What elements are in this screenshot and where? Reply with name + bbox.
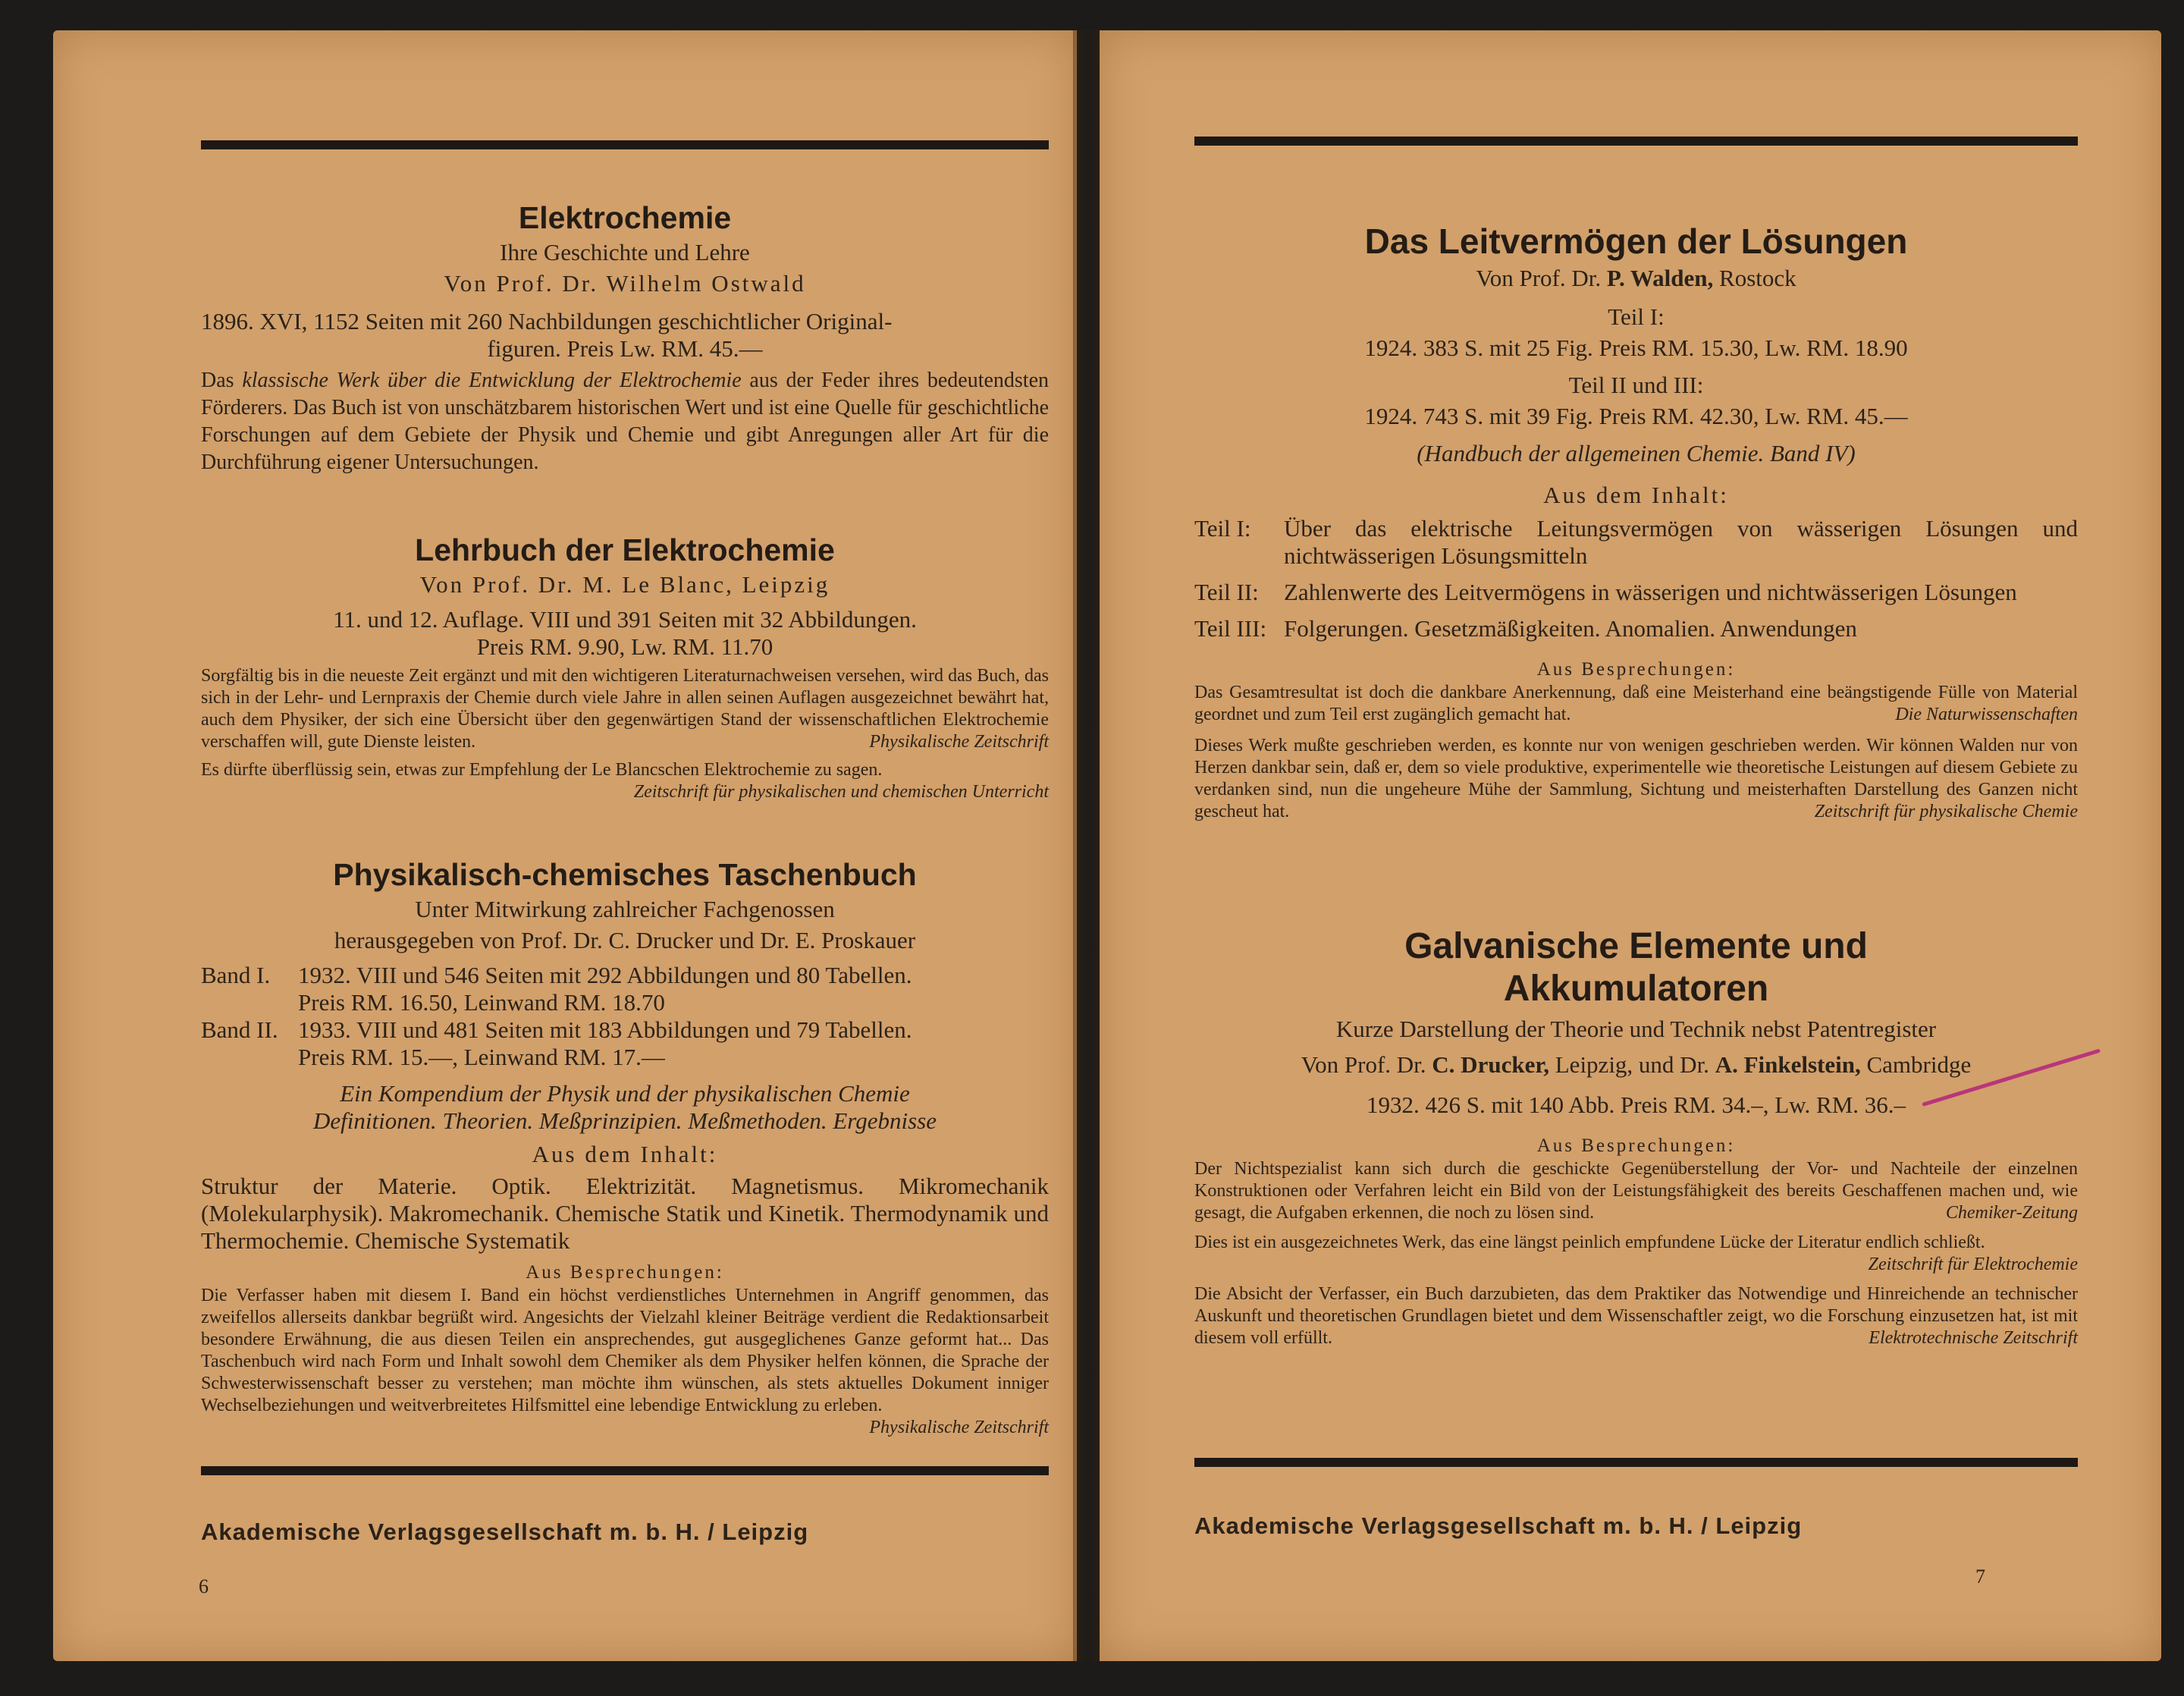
author-text: Cambridge xyxy=(1860,1051,1972,1078)
contents-heading: Aus dem Inhalt: xyxy=(532,1141,718,1167)
part-heading: Teil II und III: xyxy=(1568,372,1704,398)
book-details: 1896. XVI, 1152 Seiten mit 260 Nachbildungen geschichtlicher Original- xyxy=(201,308,893,334)
book-price: Preis RM. 9.90, Lw. RM. 11.70 xyxy=(476,633,774,660)
bottom-rule xyxy=(201,1466,1049,1475)
section-leitvermoegen xyxy=(1194,220,2078,823)
band-label: Band II. xyxy=(201,1016,278,1043)
book-gutter xyxy=(1073,30,1103,1661)
section-subtitle: Kurze Darstellung der Theorie und Technik nebst Patentregister xyxy=(1335,1016,1937,1042)
section-elektrochemie xyxy=(201,199,1049,476)
book-details: 1932. 426 S. mit 140 Abb. Preis RM. 34.–, Lw. RM. 36.– xyxy=(1366,1091,1906,1118)
desc-text: Das xyxy=(201,369,243,392)
contents-heading: Aus dem Inhalt: xyxy=(1543,482,1729,508)
author-name: P. Walden, xyxy=(1606,265,1714,291)
part-heading: Teil I: xyxy=(1608,303,1665,330)
contents-item xyxy=(1194,515,2078,570)
review-block xyxy=(201,1285,1049,1439)
contents-label: Teil III: xyxy=(1194,615,1267,642)
author-name: A. Finkelstein, xyxy=(1715,1051,1861,1078)
reviews-heading: Aus Besprechungen: xyxy=(526,1262,724,1283)
review-source: Zeitschrift für physikalischen und chemischen Unterricht xyxy=(633,782,1049,802)
author-line xyxy=(1194,1049,2078,1080)
review-text: Sorgfältig bis in die neueste Zeit ergänzt und mit den wichtigeren Literaturnachweisen versehen, wird das Buch, das sich in der Lehr- und Lernpraxis der Chemie durch viele Jahre in allen seinen Auflagen ausgezeichnet bewährt hat, auch dem Physiker, der sich eine Übersicht über den gegenwärtigen Stand der wissenschaftlichen Elektrochemie verschaffen will, gute Dienste leisten. xyxy=(201,666,1049,752)
part-details: 1924. 743 S. mit 39 Fig. Preis RM. 42.30, Lw. RM. 45.— xyxy=(1364,403,1908,429)
review-block xyxy=(1194,682,2078,726)
section-title: Elektrochemie xyxy=(518,200,732,235)
section-title: Lehrbuch der Elektrochemie xyxy=(415,532,835,567)
band-text xyxy=(298,1016,1049,1071)
section-subtitle: Ihre Geschichte und Lehre xyxy=(500,239,750,265)
page-number: 6 xyxy=(199,1575,209,1597)
review-block xyxy=(1194,735,2078,823)
band-label: Band I. xyxy=(201,962,271,988)
part-details: 1924. 383 S. mit 25 Fig. Preis RM. 15.30, Lw. RM. 18.90 xyxy=(1364,334,1908,361)
review-source: Physikalische Zeitschrift xyxy=(869,732,1049,752)
reviews-heading: Aus Besprechungen: xyxy=(1536,1135,1736,1156)
title-line: Galvanische Elemente und xyxy=(1404,926,1868,966)
bottom-rule xyxy=(1194,1458,2078,1467)
right-page xyxy=(1100,30,2161,1661)
author-line: Von Prof. Dr. Wilhelm Ostwald xyxy=(444,270,806,297)
book-description xyxy=(201,367,1049,476)
review-source: Zeitschrift für Elektrochemie xyxy=(1868,1255,2078,1274)
section-title xyxy=(1194,925,2078,1010)
band-2-details xyxy=(201,1016,1049,1071)
contents-item xyxy=(1194,615,2078,642)
contents-text: Zahlenwerte des Leitvermögens in wässerigen und nichtwässerigen Lösungen xyxy=(1284,579,2017,605)
review-block xyxy=(201,759,1049,803)
review-block xyxy=(1194,1232,2078,1276)
contents-item xyxy=(1194,579,2078,606)
editors-line: herausgegeben von Prof. Dr. C. Drucker und Dr. E. Proskauer xyxy=(334,927,916,953)
review-text: Dieses Werk mußte geschrieben werden, es konnte nur von wenigen geschrieben werden. Wir können Walden nur von Herzen dankbar sein, daß er, dem so viele produktive, experimentelle wie theoretische Leistungen auf diesem Gebiete zu verdanken sind, nun die ungeheure Mühe der Sammlung, Sichtung und meisterhaften Darstellung des Ganzen nicht gescheut hat. xyxy=(1194,736,2078,821)
publisher-footer: Akademische Verlagsgesellschaft m. b. H. / Leipzig xyxy=(1194,1512,1803,1539)
desc-text: aus der Feder ihres bedeutendsten Förderers. Das Buch ist von unschätzbarem historischen Wert und ist eine Quelle für geschichtliche Forschungen auf dem Gebiete der Physik und Chemie und gibt Anregungen aller Art für die Durchführung eigener Untersuchungen. xyxy=(201,369,1050,474)
band-line: Preis RM. 15.—, Leinwand RM. 17.— xyxy=(298,1044,665,1070)
author-name: C. Drucker, xyxy=(1432,1051,1549,1078)
review-block xyxy=(1194,1283,2078,1349)
review-text: Dies ist ein ausgezeichnetes Werk, das eine längst peinlich empfundene Lücke der Literatur endlich schließt. xyxy=(1194,1233,1985,1252)
review-source: Physikalische Zeitschrift xyxy=(869,1418,1049,1437)
page-number: 7 xyxy=(1975,1566,1985,1588)
review-source: Die Naturwissenschaften xyxy=(1895,705,2078,724)
series-note: (Handbuch der allgemeinen Chemie. Band IV) xyxy=(1417,440,1856,466)
band-line: 1932. VIII und 546 Seiten mit 292 Abbildungen und 80 Tabellen. xyxy=(298,962,912,988)
band-line: Preis RM. 16.50, Leinwand RM. 18.70 xyxy=(298,989,665,1016)
author-text: Rostock xyxy=(1713,265,1796,291)
top-rule xyxy=(1194,137,2078,146)
title-line: Akkumulatoren xyxy=(1503,969,1769,1009)
review-source: Elektrotechnische Zeitschrift xyxy=(1869,1328,2078,1348)
section-title: Physikalisch-chemisches Taschenbuch xyxy=(333,857,917,892)
author-text: Von Prof. Dr. xyxy=(1476,265,1607,291)
review-block xyxy=(201,665,1049,753)
tagline: Definitionen. Theorien. Meßprinzipien. Meßmethoden. Ergebnisse xyxy=(313,1107,937,1134)
book-price: figuren. Preis Lw. RM. 45.— xyxy=(487,335,763,362)
review-source: Chemiker-Zeitung xyxy=(1945,1203,2078,1223)
reviews-heading: Aus Besprechungen: xyxy=(1536,659,1736,680)
section-title: Das Leitvermögen der Lösungen xyxy=(1364,221,1908,261)
review-block xyxy=(1194,1158,2078,1224)
desc-emphasis: klassische Werk über die Entwicklung der Elektrochemie xyxy=(242,369,742,392)
author-line xyxy=(1194,262,2078,294)
review-text: Es dürfte überflüssig sein, etwas zur Empfehlung der Le Blancschen Elektrochemie zu sagen. xyxy=(201,760,883,780)
publisher-footer: Akademische Verlagsgesellschaft m. b. H. / Leipzig xyxy=(201,1519,809,1545)
contents-text: Über das elektrische Leitungsvermögen von wässerigen Lösungen und nichtwässerigen Lösungsmitteln xyxy=(1284,515,2078,569)
band-line: 1933. VIII und 481 Seiten mit 183 Abbildungen und 79 Tabellen. xyxy=(298,1016,912,1043)
author-line: Von Prof. Dr. M. Le Blanc, Leipzig xyxy=(419,571,830,598)
review-text: Die Absicht der Verfasser, ein Buch darzubieten, das dem Praktiker das Notwendige und Hinreichende an technischer Auskunft und theoretischen Grundlagen bietet und dem Wissenschaftler zeigt, wo die Forschung einzusetzen hat, ist mit diesem voll erfüllt. xyxy=(1194,1284,2078,1348)
author-text: Von Prof. Dr. xyxy=(1301,1051,1432,1078)
review-source: Zeitschrift für physikalische Chemie xyxy=(1814,802,2078,821)
section-taschenbuch xyxy=(201,856,1049,1439)
book-details: 11. und 12. Auflage. VIII und 391 Seiten mit 32 Abbildungen. xyxy=(333,606,917,633)
band-1-details xyxy=(201,962,1049,1016)
contents-label: Teil II: xyxy=(1194,579,1259,605)
section-lehrbuch xyxy=(201,531,1049,803)
review-text: Das Gesamtresultat ist doch die dankbare Anerkennung, daß eine Meisterhand eine beängstigende Fülle von Material geordnet und zum Teil erst zugänglich gemacht hat. xyxy=(1194,683,2078,724)
tagline: Ein Kompendium der Physik und der physikalischen Chemie xyxy=(340,1080,910,1107)
review-text: Die Verfasser haben mit diesem I. Band ein höchst verdienstliches Unternehmen in Angriff genommen, das zweifellos allerseits dankbar begrüßt wird. Angesichts der Vielzahl kleiner Beiträge verdient die Redaktionsarbeit besondere Erwähnung, die aus diesen Teilen ein ansprechendes, gut ausgeglichenes Ganze geformt hat... Das Taschenbuch wird nach Form und Inhalt sowohl dem Chemiker als dem Physiker helfen können, die Sprache der Schwesterwissenschaft besser zu verstehen; man möchte ihm wünschen, als stets aktuelles Dokument inniger Wechselbeziehungen und weitverbreitetes Hilfsmittel eine lebendige Entwicklung zu erleben. xyxy=(201,1286,1049,1415)
band-text xyxy=(298,962,1049,1016)
left-page xyxy=(53,30,1077,1661)
section-galvanische xyxy=(1194,925,2078,1349)
author-text: Leipzig, und Dr. xyxy=(1549,1051,1715,1078)
top-rule xyxy=(201,140,1049,149)
contents-text: Folgerungen. Gesetzmäßigkeiten. Anomalien. Anwendungen xyxy=(1284,615,1857,642)
section-subtitle: Unter Mitwirkung zahlreicher Fachgenossen xyxy=(415,896,835,922)
review-text: Der Nichtspezialist kann sich durch die geschickte Gegenüberstellung der Vor- und Nachteile der einzelnen Konstruktionen oder Verfahren leicht ein Bild von der Leistungsfähigkeit des bereits Geschaffenen machen und, wie gesagt, die Aufgaben erkennen, die noch zu lösen sind. xyxy=(1194,1159,2078,1223)
contents-label: Teil I: xyxy=(1194,515,1251,542)
contents-text: Struktur der Materie. Optik. Elektrizität. Magnetismus. Mikromechanik (Molekularphysik). Makromechanik. Chemische Statik und Kinetik. Thermodynamik und Thermochemie. Chemische Systematik xyxy=(201,1173,1049,1254)
